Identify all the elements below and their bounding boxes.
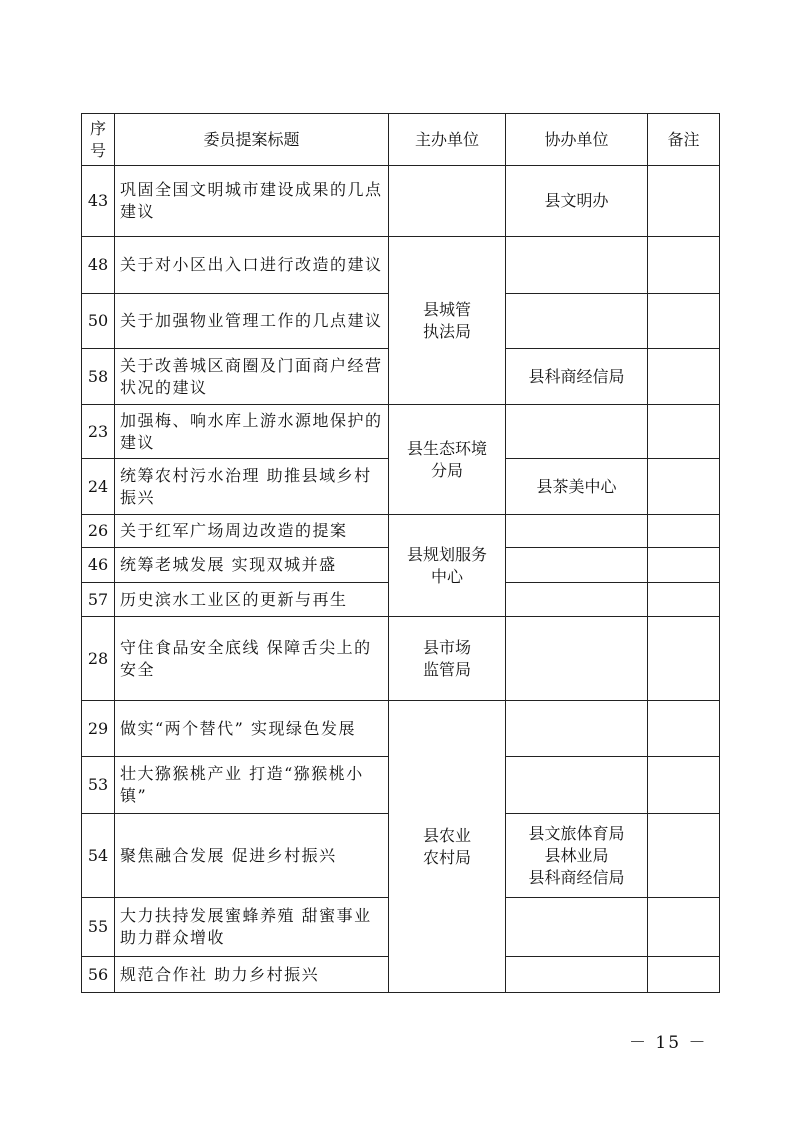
row-no: 26: [82, 515, 115, 548]
header-title: 委员提案标题: [115, 114, 389, 166]
row-assist-unit: [506, 515, 648, 548]
lead-unit-cell: 县农业 农村局: [389, 701, 506, 993]
row-title: 守住食品安全底线 保障舌尖上的安全: [115, 617, 389, 701]
row-note: [648, 548, 720, 583]
row-no: 56: [82, 957, 115, 993]
row-no: 43: [82, 166, 115, 237]
table-row: [82, 237, 720, 294]
row-assist-unit: 县科商经信局: [506, 349, 648, 405]
row-title: 规范合作社 助力乡村振兴: [115, 957, 389, 993]
row-title: 关于对小区出入口进行改造的建议: [115, 237, 389, 294]
row-title: 聚焦融合发展 促进乡村振兴: [115, 814, 389, 898]
row-assist-unit: [506, 237, 648, 294]
row-note: [648, 701, 720, 757]
row-note: [648, 515, 720, 548]
row-assist-unit: [506, 898, 648, 957]
row-note: [648, 166, 720, 237]
row-note: [648, 349, 720, 405]
row-assist-unit: [506, 617, 648, 701]
row-title: 关于红军广场周边改造的提案: [115, 515, 389, 548]
header-lead-unit: 主办单位: [389, 114, 506, 166]
row-no: 54: [82, 814, 115, 898]
header-note: 备注: [648, 114, 720, 166]
row-title: 历史滨水工业区的更新与再生: [115, 583, 389, 617]
row-assist-unit: 县文明办: [506, 166, 648, 237]
table-header-row: [82, 114, 720, 166]
row-note: [648, 898, 720, 957]
row-no: 48: [82, 237, 115, 294]
row-title: 大力扶持发展蜜蜂养殖 甜蜜事业 助力群众增收: [115, 898, 389, 957]
row-no: 46: [82, 548, 115, 583]
row-assist-unit: [506, 957, 648, 993]
row-note: [648, 957, 720, 993]
header-assist-unit: 协办单位: [506, 114, 648, 166]
row-no: 24: [82, 459, 115, 515]
lead-unit-cell: 县规划服务 中心: [389, 515, 506, 617]
row-note: [648, 617, 720, 701]
lead-unit-cell: 县市场 监管局: [389, 617, 506, 701]
row-assist-unit: [506, 405, 648, 459]
header-no: 序 号: [82, 114, 115, 166]
table-row: [82, 701, 720, 757]
row-no: 23: [82, 405, 115, 459]
table-row: [82, 515, 720, 548]
lead-unit-cell: 县城管 执法局: [389, 237, 506, 405]
row-note: [648, 757, 720, 814]
row-no: 53: [82, 757, 115, 814]
row-title: 加强梅、响水库上游水源地保护的建议: [115, 405, 389, 459]
row-no: 57: [82, 583, 115, 617]
proposal-table: [81, 113, 720, 993]
row-assist-unit: 县文旅体育局 县林业局 县科商经信局: [506, 814, 648, 898]
row-lead-unit: [389, 166, 506, 237]
row-no: 58: [82, 349, 115, 405]
row-note: [648, 459, 720, 515]
row-assist-unit: [506, 583, 648, 617]
row-assist-unit: [506, 757, 648, 814]
row-assist-unit: [506, 548, 648, 583]
row-assist-unit: [506, 294, 648, 349]
row-title: 关于改善城区商圈及门面商户经营状况的建议: [115, 349, 389, 405]
row-no: 50: [82, 294, 115, 349]
page-number: － 15 －: [629, 1033, 708, 1053]
row-no: 28: [82, 617, 115, 701]
row-note: [648, 237, 720, 294]
row-note: [648, 814, 720, 898]
table-row: [82, 617, 720, 701]
table-row: [82, 166, 720, 237]
row-title: 做实“两个替代” 实现绿色发展: [115, 701, 389, 757]
row-title: 统筹农村污水治理 助推县域乡村振兴: [115, 459, 389, 515]
row-title: 统筹老城发展 实现双城并盛: [115, 548, 389, 583]
row-no: 55: [82, 898, 115, 957]
row-title: 巩固全国文明城市建设成果的几点建议: [115, 166, 389, 237]
lead-unit-cell: 县生态环境 分局: [389, 405, 506, 515]
row-note: [648, 294, 720, 349]
row-no: 29: [82, 701, 115, 757]
row-assist-unit: 县茶美中心: [506, 459, 648, 515]
table-row: [82, 405, 720, 459]
row-assist-unit: [506, 701, 648, 757]
row-title: 关于加强物业管理工作的几点建议: [115, 294, 389, 349]
row-note: [648, 583, 720, 617]
row-title: 壮大猕猴桃产业 打造“猕猴桃小镇”: [115, 757, 389, 814]
row-note: [648, 405, 720, 459]
